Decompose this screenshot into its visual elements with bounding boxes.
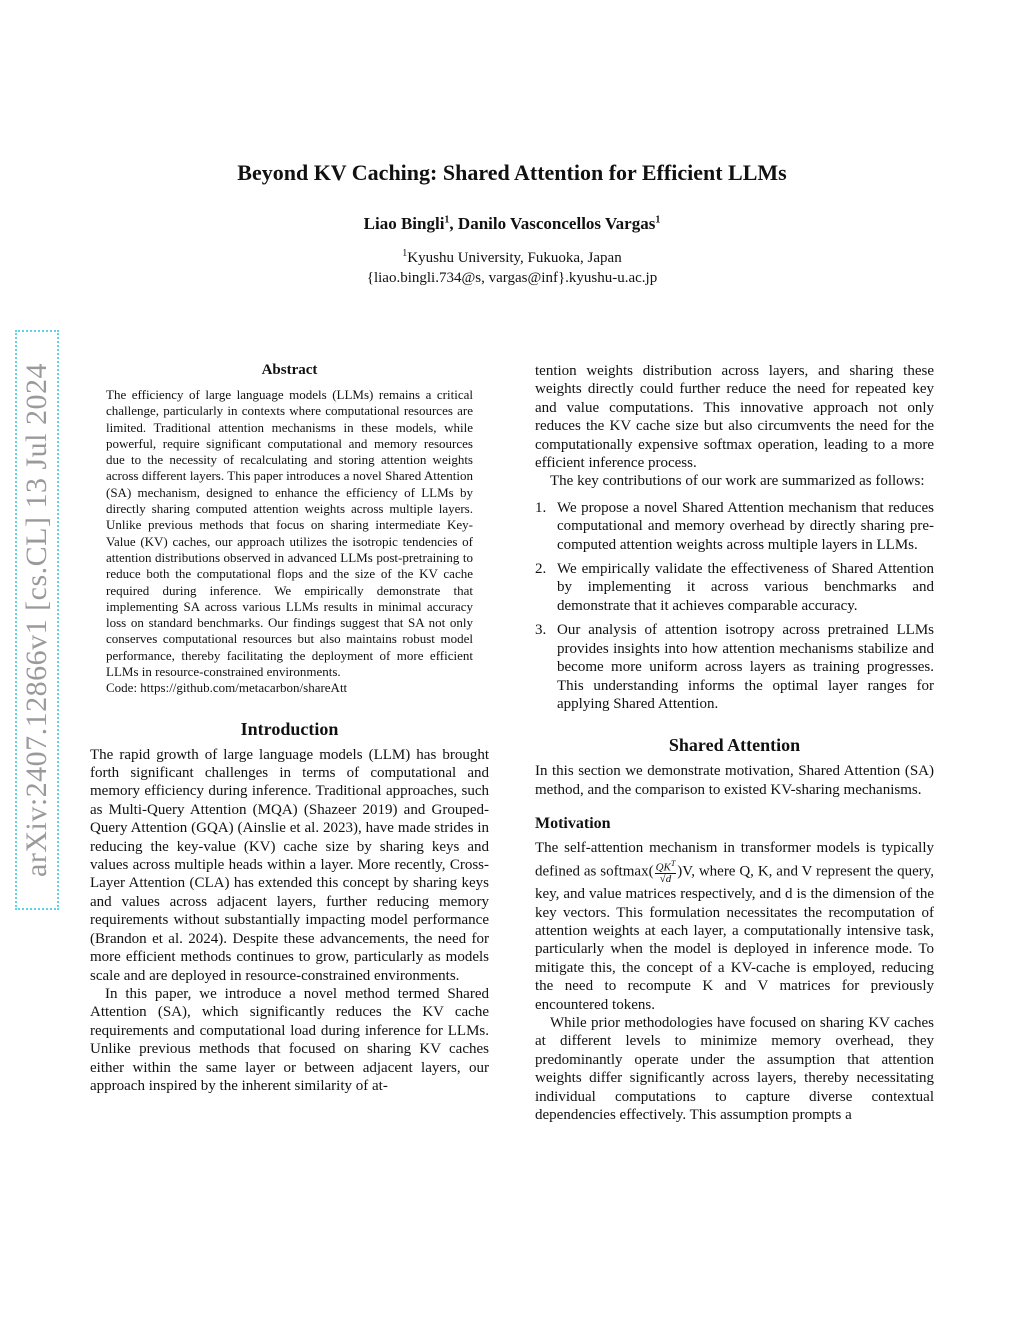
section-intro: In this section we demonstrate motivation, Shared Attention (SA) method, and the comparison to existed KV-sharing mechanisms. (535, 763, 934, 798)
list-item-number: 1. (535, 499, 547, 516)
paper-title: Beyond KV Caching: Shared Attention for Efficient LLMs (237, 160, 787, 185)
subsection-heading-motivation: Motivation (535, 815, 611, 833)
list-item-text: We propose a novel Shared Attention mechanism that reduces computational and memory overhead by directly sharing pre-computed attention weights across multiple layers in LLMs. (557, 499, 934, 553)
list-item (535, 560, 934, 615)
author-emails: {liao.bingli.734@s, vargas@inf}.kyushu-u.ac.jp (366, 270, 658, 286)
affiliation-block (0, 248, 1024, 288)
arxiv-identifier: arXiv:2407.12866v1 [cs.CL] 13 Jul 2024 (20, 363, 53, 877)
motivation-text: The self-attention mechanism in transformer models is typically defined as softmax( (535, 840, 934, 879)
contributions-list (535, 499, 934, 713)
author-line: Liao Bingli$^1$, Danilo Vasconcellos Vargas$^1$ (363, 214, 661, 233)
list-item (535, 621, 934, 713)
arxiv-stamp (15, 330, 59, 910)
formula-numerator: QK (655, 861, 671, 874)
affiliation-mark: 1 (444, 214, 450, 226)
attention-formula-fraction (655, 858, 677, 886)
list-item-number: 2. (535, 561, 547, 578)
list-item-text: Our analysis of attention isotropy across pretrained LLMs provides insights into how attention mechanisms stabilize and become more uniform across layers as training progresses. This understanding informs the optimal layer ranges for applying Shared Attention. (557, 622, 934, 712)
abstract-text: The efficiency of large language models (LLMs) remains a critical challenge, particularly in contexts where computational resources are limited. Traditional attention mechanisms in these models, while powerful, require significant computational and memory resources due to the necessity of recalculating and storing attention weights across different layers. This paper introduces a novel Shared Attention (SA) mechanism, designed to enhance the efficiency of LLMs by directly sharing computed attention weights across multiple layers. Unlike previous methods that focus on sharing intermediate Key-Value (KV) caches, our approach utilizes the isotropic tendencies of attention distributions observed in advanced LLMs post-pretraining to reduce both the computational flops and the size of the KV cache required during inference. We empirically demonstrate that implementing SA across various LLMs results in minimal accuracy loss on standard benchmarks. Our findings suggest that SA not only conserves computational resources but also maintains robust model performance, thereby facilitating the deployment of more efficient LLMs in resource-constrained environments. (106, 387, 473, 680)
right-column (535, 362, 934, 1124)
author-name: Liao Bingli (363, 214, 445, 233)
author-name: Danilo Vasconcellos Vargas (457, 214, 656, 233)
intro-paragraph-continued: tention weights distribution across layers, and sharing these weights directly could further reduce the need for repeated key and value computations. This innovative approach not only reduces the KV cache size but also circumvents the need for the computationally expensive softmax operation, leading to a more efficient inference process. (535, 363, 934, 472)
section-heading-introduction: Introduction (240, 718, 339, 739)
formula-denominator: √d (659, 873, 672, 886)
intro-paragraph: The rapid growth of large language models (LLM) has brought forth significant challenges in terms of computational and memory efficiency during inference. Traditional approaches, such as Multi-Query Attention (MQA) (Shazeer 2019) and Grouped-Query Attention (GQA) (Ainslie et al. 2023), have made strides in reducing the key-value (KV) cache size by sharing keys and values across multiple heads within a layer. More recently, Cross-Layer Attention (CLA) has extended this concept by sharing keys and values across adjacent layers, further reducing memory requirements without substantially impacting model performance (Brandon et al. 2024). Despite these advancements, the need for more efficient methods continues to grow, particularly as models scale and are deployed in resource-constrained environments. (90, 746, 489, 984)
list-item-number: 3. (535, 622, 547, 639)
motivation-paragraph: While prior methodologies have focused on sharing KV caches at different levels to minimize memory overhead, they predominantly operate under the assumption that attention weights differ significantly across layers, thereby necessitating individual computations to capture diverse contextual dependencies effectively. This assumption prompts a (535, 1015, 934, 1124)
formula-superscript: T (670, 858, 676, 868)
intro-paragraph: In this paper, we introduce a novel method termed Shared Attention (SA), which significantly reduces the KV cache requirements and computational load during inference for LLMs. Unlike previous methods that focused on sharing KV caches either within the same layer or between adjacent layers, our approach inspired by the inherent similarity of at- (90, 985, 489, 1094)
motivation-text: )V, where Q, K, and V represent the query, key, and value matrices respectively, and d is the dimension of the key vectors. This formulation necessitates the recomputation of attention weights at each layer, a computationally intensive task, particularly when the model is deployed in inference mode. To mitigate this, the concept of a KV-cache is employed, reducing the need to recompute K and V matrices for previously encountered tokens. (535, 862, 934, 1013)
code-link[interactable]: Code: https://github.com/metacarbon/shareAtt (106, 680, 348, 696)
list-item (535, 499, 934, 554)
contributions-intro: The key contributions of our work are summarized as follows: (550, 473, 925, 490)
affiliation-mark: 1 (655, 214, 661, 226)
list-item-text: We empirically validate the effectiveness of Shared Attention by implementing it across various benchmarks and demonstrate that it achieves comparable accuracy. (557, 561, 934, 614)
affiliation: Kyushu University, Fukuoka, Japan (407, 250, 622, 266)
abstract (90, 362, 489, 697)
affiliation-mark: 1 (402, 248, 408, 259)
abstract-heading: Abstract (261, 362, 318, 378)
left-column (90, 362, 489, 1095)
section-heading-shared-attention: Shared Attention (668, 735, 801, 756)
motivation-paragraph (535, 839, 934, 1014)
